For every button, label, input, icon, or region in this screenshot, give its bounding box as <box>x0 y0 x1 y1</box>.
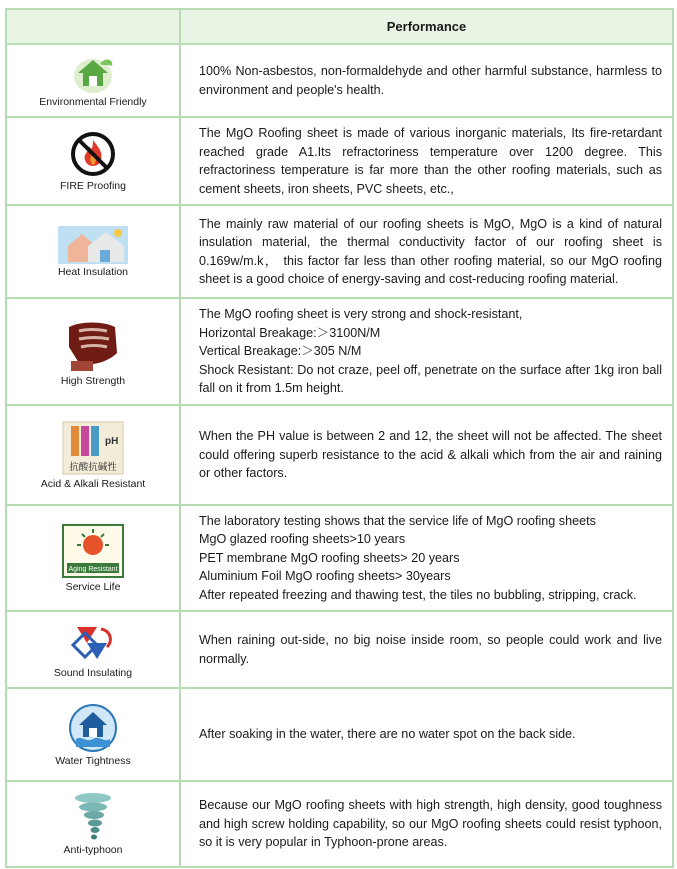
feature-description <box>180 44 673 117</box>
feature-cell <box>6 205 180 298</box>
ph-test-icon-caption: 抗酸抗碱性 <box>69 462 117 473</box>
feature-label: Anti-typhoon <box>63 844 123 856</box>
feature-description <box>180 688 673 781</box>
description-line: PET membrane MgO roofing sheets> 20 years <box>199 550 460 565</box>
table-row <box>6 688 673 781</box>
header-left-cell <box>6 9 180 44</box>
table-row <box>6 505 673 611</box>
sound-insulating-icon <box>67 621 119 665</box>
tornado-icon <box>73 792 113 842</box>
feature-description <box>180 505 673 611</box>
feature-label: Service Life <box>65 581 121 593</box>
table-row <box>6 611 673 688</box>
description-line: Because our MgO roofing sheets with high strength, high density, good toughness and high screw holding capability, so our MgO roofing sheets could resist typhoon, so it is very popular in Typhoon-prone areas. <box>199 798 662 850</box>
description-line: Vertical Breakage:＞305 N/M <box>199 344 362 359</box>
description-line: After soaking in the water, there are no water spot on the back side. <box>199 727 576 742</box>
feature-cell <box>6 611 180 688</box>
table-row <box>6 781 673 867</box>
description-line: 100% Non-asbestos, non-formaldehyde and other harmful substance, harmless to environment and people's health. <box>199 64 662 97</box>
table-row <box>6 117 673 205</box>
feature-label: FIRE Proofing <box>60 180 126 192</box>
no-fire-icon <box>69 130 117 178</box>
feature-description <box>180 781 673 867</box>
description-line: The laboratory testing shows that the service life of MgO roofing sheets <box>199 513 596 528</box>
feature-label: Environmental Friendly <box>39 95 147 108</box>
feature-label: Sound Insulating <box>53 666 133 679</box>
feature-label: High Strength <box>60 374 126 387</box>
description-line: When raining out-side, no big noise inside room, so people could work and live normally. <box>199 633 662 666</box>
description-line: Aluminium Foil MgO roofing sheets> 30years <box>199 569 451 584</box>
description-line: The MgO Roofing sheet is made of various inorganic materials, Its fire-retardant reached grade A1.Its refractoriness temperature over 1200 degree. This refractoriness temperature is far more than the other roofing materials, such as cement sheets, iron sheets, PVC sheets, etc., <box>199 126 662 196</box>
aging-resistant-icon <box>61 523 125 579</box>
header-title: Performance <box>180 9 673 44</box>
description-line: When the PH value is between 2 and 12, the sheet will not be affected. The sheet could offering superb resistance to the acid & alkali which from the air and raining or other factors. <box>199 429 662 481</box>
table-row <box>6 205 673 298</box>
aging-resistant-icon-caption: Aging Resistant <box>68 566 118 573</box>
table-row <box>6 44 673 117</box>
feature-description <box>180 611 673 688</box>
performance-table <box>5 8 674 868</box>
feature-label: Acid & Alkali Resistant <box>40 478 146 490</box>
feature-cell <box>6 298 180 405</box>
table-row <box>6 405 673 505</box>
feature-cell <box>6 405 180 505</box>
feature-label: Heat Insulation <box>57 265 129 278</box>
feature-description <box>180 298 673 405</box>
description-line: Shock Resistant: Do not craze, peel off, penetrate on the surface after 1kg iron ball fall on it from 1.5m height. <box>199 362 662 396</box>
feature-cell <box>6 117 180 205</box>
description-line: The MgO roofing sheet is very strong and shock-resistant, <box>199 307 523 322</box>
ph-test-icon <box>61 420 125 476</box>
water-house-icon <box>68 703 118 753</box>
feature-label: Water Tightness <box>55 754 131 767</box>
description-line: After repeated freezing and thawing test, the tiles no bubbling, stripping, crack. <box>199 587 637 602</box>
feature-cell <box>6 44 180 117</box>
feature-cell <box>6 688 180 781</box>
feature-description <box>180 205 673 298</box>
performance-table-wrapper <box>5 8 674 868</box>
feature-description <box>180 405 673 505</box>
description-line: The mainly raw material of our roofing sheets is MgO, MgO is a kind of natural insulation material, the thermal conductivity factor of our roofing sheet is 0.169w/m.k， this factor far less than other roofing material, so our MgO roofing sheet is a good choice of energy-saving and cost-reducing roofing material. <box>199 216 662 286</box>
feature-cell <box>6 505 180 611</box>
feature-cell <box>6 781 180 867</box>
feature-description <box>180 117 673 205</box>
description-line: MgO glazed roofing sheets>10 years <box>199 532 406 547</box>
table-row <box>6 298 673 405</box>
svg-text:pH: pH <box>105 436 119 447</box>
table-header-row <box>6 9 673 44</box>
eco-house-icon <box>70 54 116 94</box>
fist-icon <box>63 317 123 373</box>
description-line: Horizontal Breakage:＞3100N/M <box>199 325 381 340</box>
heat-insulation-house-icon <box>58 226 128 264</box>
